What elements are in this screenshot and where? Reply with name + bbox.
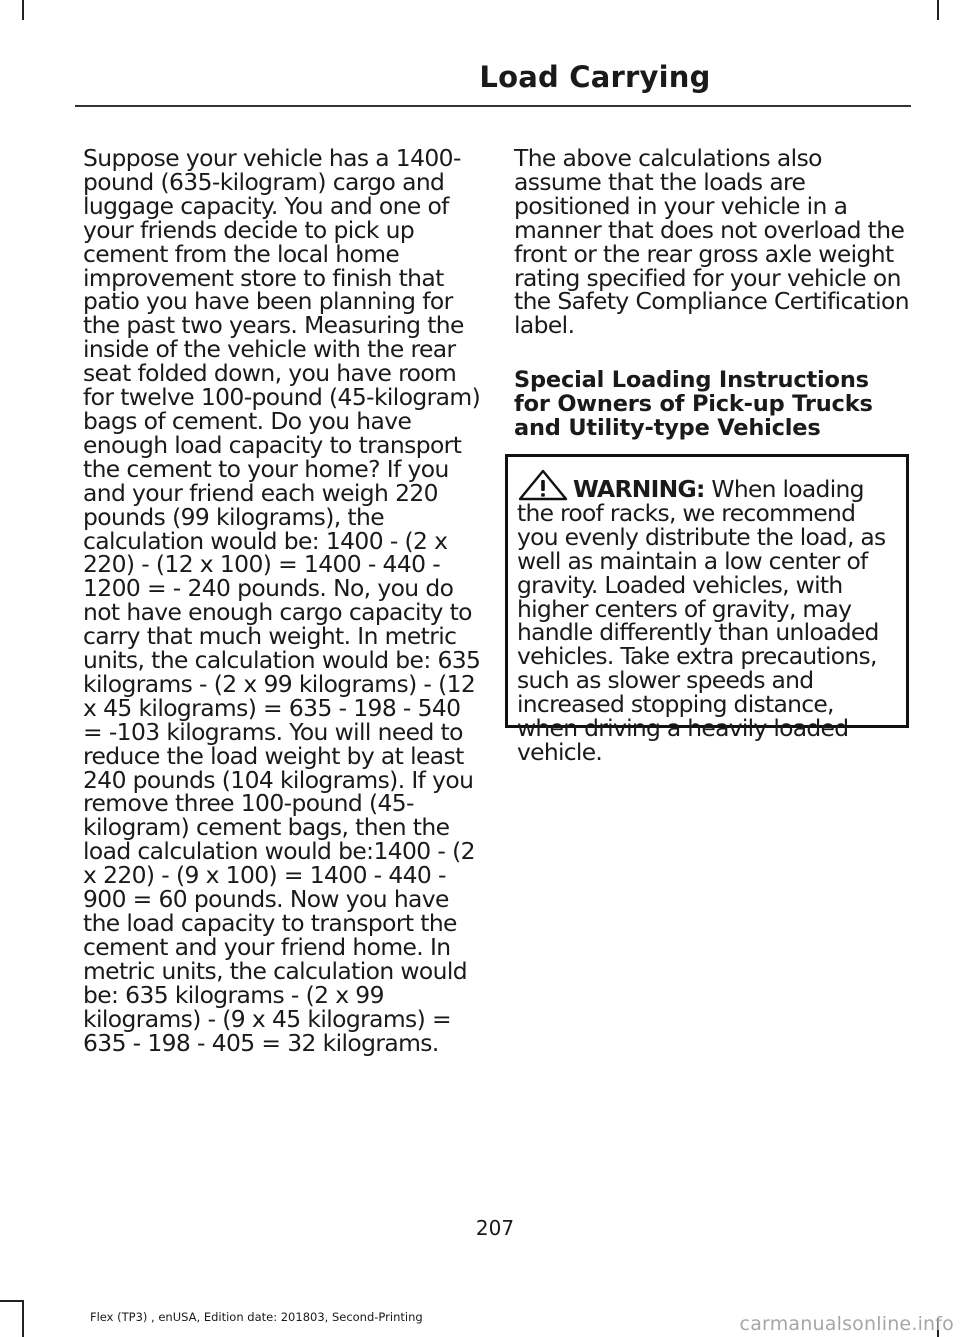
subheading-special-loading: Special Loading Instructions for Owners of Pick-up Trucks and Utility-type Vehicles: [514, 367, 873, 442]
warning-text: When loading the roof racks, we recommend you evenly distribute the load, as well as maintain a low center of gravity. Loaded vehicles, with higher centers of gravity, may handle differently than unloaded vehicles. Take extra precautions, such as slower speeds and increased stopping distance, when driving a heavily loaded vehicle.: [517, 475, 886, 766]
warning-label: WARNING:: [573, 475, 705, 503]
body-paragraph-cargo-example: Suppose your vehicle has a 1400-pound (635-kilogram) cargo and luggage capacity. You and one of your friends decide to pick up cement from the local home improvement store to finish that patio you have been planning for the past two years. Measuring the inside of the vehicle with the rear seat folded down, you have room for twelve 100-pound (45-kilogram) bags of cement. Do you have enough load capacity to transport the cement to your home? If you and your friend each weigh 220 pounds (99 kilograms), the calculation would be: 1400 - (2 x 220) - (12 x 100) = 1400 - 440 - 1200 = - 240 pounds. No, you do not have enough cargo capacity to carry that much weight. In metric units, the calculation would be: 635 kilograms - (2 x 99 kilograms) - (12 x 45 kilograms) = 635 - 198 - 540 = -103 kilograms. You will need to reduce the load weight by at least 240 pounds (104 kilograms). If you remove three 100-pound (45-kilogram) cement bags, then the load calculation would be:1400 - (2 x 220) - (9 x 100) = 1400 - 440 - 900 = 60 pounds. Now you have the load capacity to transport the cement and your friend home. In metric units, the calculation would be: 635 kilograms - (2 x 99 kilograms) - (9 x 45 kilograms) = 635 - 198 - 405 = 32 kilograms.: [83, 144, 481, 1057]
warning-triangle-icon: [517, 469, 569, 501]
section-title: Load Carrying: [479, 60, 711, 94]
crop-mark-bottom-left: [22, 1300, 24, 1337]
page-number: 207: [475, 1216, 515, 1240]
crop-mark-top-left: [22, 0, 24, 20]
right-column: [514, 144, 909, 442]
header-divider: [75, 105, 911, 107]
edition-info: Flex (TP3) , enUSA, Edition date: 201803, Second-Printing: [90, 1310, 423, 1324]
warning-box: [505, 454, 909, 766]
crop-mark-bottom-left-h: [0, 1300, 22, 1302]
body-paragraph-axle-note: The above calculations also assume that the loads are positioned in your vehicle in a manner that does not overload the front or the rear gross axle weight rating specified for your vehicle on the Safety Compliance Certification label.: [514, 144, 909, 340]
watermark-link[interactable]: carmanualsonline.info: [739, 1313, 954, 1335]
crop-mark-top-right: [937, 0, 939, 20]
